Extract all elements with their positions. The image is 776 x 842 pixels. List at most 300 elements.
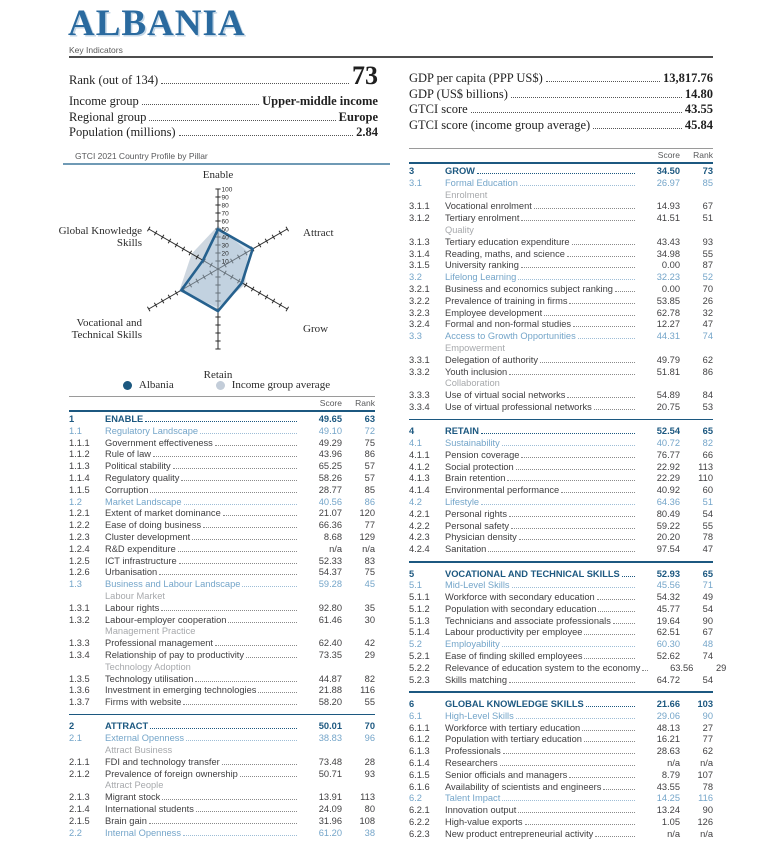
score-cell: 21.66: [656, 698, 680, 709]
row-label: Professional management: [105, 638, 214, 649]
row-number: 6.2.1: [409, 805, 430, 816]
score-cell: 21.07: [318, 508, 342, 519]
rank-cell: 83: [364, 555, 375, 566]
row-label: VOCATIONAL AND TECHNICAL SKILLS: [445, 568, 620, 579]
row-number: 1.1.1: [69, 437, 90, 448]
row-number: 1.2.3: [69, 531, 90, 542]
section-divider: [409, 561, 713, 563]
row-label: Tertiary education expenditure: [445, 236, 570, 247]
rank-cell: 57: [364, 472, 375, 483]
rank-cell: 116: [360, 685, 375, 696]
dotted-leader: [569, 777, 635, 778]
row-label: Relationship of pay to productivity: [105, 649, 245, 660]
dotted-leader: [511, 528, 635, 529]
row-label: Attract Business: [105, 745, 173, 756]
dotted-leader: [613, 623, 635, 624]
key-indicator-value: Europe: [338, 109, 378, 124]
score-cell: 97.54: [656, 544, 680, 555]
dotted-leader: [222, 764, 297, 765]
row-number: 1.1: [69, 425, 82, 436]
pillar-section-4: [409, 424, 713, 556]
rank-cell: 75: [364, 437, 375, 448]
score-cell: 52.54: [656, 426, 680, 437]
row-number: 5.2.1: [409, 651, 430, 662]
rank-cell: 72: [364, 425, 375, 436]
rank-cell: 86: [702, 366, 713, 377]
table-row: [69, 579, 375, 591]
row-label: Personal rights: [445, 508, 508, 519]
row-number: 1.1.3: [69, 461, 90, 472]
dotted-leader: [615, 291, 635, 292]
score-cell: 19.64: [656, 615, 680, 626]
table-row: [409, 462, 713, 474]
dotted-leader: [503, 753, 635, 754]
score-cell: 8.68: [323, 531, 342, 542]
dotted-leader: [481, 433, 635, 434]
dotted-leader: [159, 574, 297, 575]
score-cell: 22.92: [656, 461, 680, 472]
row-label: Employability: [445, 639, 500, 650]
score-cell: 28.63: [656, 746, 680, 757]
dotted-leader: [145, 421, 297, 422]
header-divider: [69, 56, 713, 58]
row-label: Delegation of authority: [445, 354, 539, 365]
score-cell: 29.06: [656, 710, 680, 721]
rank-cell: 52: [702, 272, 713, 283]
row-label: Ease of doing business: [105, 520, 202, 531]
row-number: 4.2.4: [409, 544, 430, 555]
rank-cell: 77: [702, 734, 713, 745]
row-label: High-value exports: [445, 816, 523, 827]
dotted-leader: [258, 692, 297, 693]
rank-cell: 27: [702, 722, 713, 733]
score-cell: 22.29: [656, 473, 680, 484]
table-row: [409, 651, 713, 663]
row-number: 3.3.3: [409, 390, 430, 401]
table-row: [409, 284, 713, 296]
row-label: Management Practice: [105, 626, 196, 637]
rank-cell: 55: [364, 697, 375, 708]
score-cell: 45.56: [656, 580, 680, 591]
rank-column-header: Rank: [355, 398, 375, 408]
row-label: Market Landscape: [105, 496, 182, 507]
pillar-row: [409, 426, 713, 438]
score-cell: 62.51: [656, 627, 680, 638]
section-divider: [409, 691, 713, 693]
row-label: Enrolment: [445, 189, 488, 200]
row-number: 3.3: [409, 331, 422, 342]
table-row: [69, 804, 375, 816]
row-label: Brain gain: [105, 815, 147, 826]
rank-cell: 67: [702, 627, 713, 638]
row-label: Innovation output: [445, 805, 517, 816]
dotted-leader: [509, 516, 635, 517]
rank-cell: 120: [359, 508, 375, 519]
dotted-leader: [584, 658, 635, 659]
row-label: High-Level Skills: [445, 710, 514, 721]
category-row: [409, 225, 713, 237]
table-row: [69, 532, 375, 544]
pillar-row: [69, 414, 375, 426]
score-cell: 21.88: [318, 685, 342, 696]
row-number: 1.3.7: [69, 697, 90, 708]
row-label: Use of virtual professional networks: [445, 401, 592, 412]
row-number: 1.3.4: [69, 649, 90, 660]
dotted-leader: [502, 646, 635, 647]
score-cell: n/a: [667, 828, 680, 839]
row-label: Tertiary enrolment: [445, 213, 520, 224]
rank-cell: 77: [364, 520, 375, 531]
category-row: [69, 591, 375, 603]
table-row: [409, 213, 713, 225]
score-cell: 32.23: [656, 272, 680, 283]
table-row: [409, 532, 713, 544]
rank-cell: 93: [364, 768, 375, 779]
row-number: 3.1.2: [409, 213, 430, 224]
legend-income-group-average: [216, 379, 330, 391]
table-row: [409, 272, 713, 284]
score-cell: 50.71: [318, 768, 342, 779]
radar-scale-label: 20: [221, 250, 229, 258]
row-label: Personal safety: [445, 520, 510, 531]
rank-cell: 73: [702, 166, 713, 176]
table-row: [69, 792, 375, 804]
table-row: [409, 260, 713, 272]
row-label: Business and economics subject ranking: [445, 283, 613, 294]
row-label: Skills matching: [445, 674, 508, 685]
dotted-leader: [567, 256, 635, 257]
category-row: [69, 745, 375, 757]
dotted-leader: [569, 303, 635, 304]
row-label: Pension coverage: [445, 449, 520, 460]
row-number: 2.1.3: [69, 792, 90, 803]
key-indicator-label: GTCI score: [409, 102, 468, 116]
key-indicator-value: 73: [352, 61, 378, 90]
dotted-leader: [518, 279, 635, 280]
dotted-leader: [183, 835, 297, 836]
score-cell: 62.40: [318, 638, 342, 649]
row-number: 4.1.2: [409, 461, 430, 472]
row-label: Prevalence of foreign ownership: [105, 768, 238, 779]
pillar-section-1: [69, 412, 375, 709]
row-label: University ranking: [445, 260, 519, 271]
score-cell: 34.50: [656, 166, 680, 176]
table-row: [69, 508, 375, 520]
table-row: [409, 438, 713, 450]
score-cell: 53.85: [656, 295, 680, 306]
rank-cell: 87: [702, 260, 713, 271]
row-label: Senior officials and managers: [445, 769, 568, 780]
score-cell: 40.56: [318, 496, 342, 507]
table-row: [409, 782, 713, 794]
dotted-leader: [598, 611, 635, 612]
row-number: 1.2.2: [69, 520, 90, 531]
table-row: [69, 816, 375, 828]
dotted-leader: [507, 480, 635, 481]
dotted-leader: [477, 173, 635, 174]
rank-cell: 85: [702, 177, 713, 188]
table-row: [409, 829, 713, 841]
dotted-leader: [502, 800, 635, 801]
rank-cell: 47: [702, 544, 713, 555]
score-cell: 80.49: [656, 508, 680, 519]
radar-scale-label: 10: [221, 258, 229, 266]
dotted-leader: [521, 220, 635, 221]
row-number: 6.2.2: [409, 816, 430, 827]
score-cell: 43.43: [656, 236, 680, 247]
score-cell: 40.92: [656, 485, 680, 496]
row-number: 3.1.4: [409, 248, 430, 259]
dotted-leader: [179, 135, 354, 136]
table-row: [409, 770, 713, 782]
row-label: GLOBAL KNOWLEDGE SKILLS: [445, 698, 584, 709]
radar-axis-label-attract: Attract: [303, 227, 334, 239]
dotted-leader: [594, 409, 635, 410]
score-cell: n/a: [667, 757, 680, 768]
row-label: Formal Education: [445, 177, 518, 188]
key-indicator-label: GDP (US$ billions): [409, 86, 508, 101]
rank-cell: 93: [702, 236, 713, 247]
rank-cell: 96: [364, 733, 375, 744]
row-label: Labour rights: [105, 602, 160, 613]
row-label: Migrant stock: [105, 792, 161, 803]
table-row: [69, 674, 375, 686]
rank-cell: 113: [360, 792, 375, 803]
rank-cell: n/a: [700, 757, 713, 768]
row-number: 1.3.6: [69, 685, 90, 696]
score-cell: 52.62: [656, 651, 680, 662]
row-label: Talent Impact: [445, 793, 501, 804]
row-number: 3.1: [409, 177, 422, 188]
table-row: [69, 638, 375, 650]
row-number: 1.2.1: [69, 508, 90, 519]
row-label: Sanitation: [445, 544, 487, 555]
radar-scale-label: 90: [221, 194, 229, 202]
row-label: Lifelong Learning: [445, 272, 517, 283]
row-label: Workforce with tertiary education: [445, 722, 581, 733]
dotted-leader: [178, 551, 297, 552]
rank-cell: 35: [364, 602, 375, 613]
table-row: [409, 331, 713, 343]
table-row: [69, 438, 375, 450]
radar-axis-label-vocational-technical-skills: Vocational and Technical Skills: [71, 317, 142, 341]
score-cell: 61.46: [318, 614, 342, 625]
row-number: 5.1.4: [409, 627, 430, 638]
section-divider: [409, 419, 713, 421]
row-number: 5: [409, 568, 415, 579]
dotted-leader: [242, 586, 297, 587]
score-cell: 43.96: [318, 449, 342, 460]
rank-cell: 107: [697, 769, 713, 780]
row-number: 3.3.1: [409, 354, 430, 365]
row-number: 1.3.3: [69, 638, 90, 649]
row-label: Use of virtual social networks: [445, 390, 566, 401]
dotted-leader: [153, 456, 297, 457]
rank-cell: 62: [702, 746, 713, 757]
score-cell: 49.79: [656, 354, 680, 365]
dotted-leader: [567, 397, 635, 398]
rank-cell: 80: [364, 804, 375, 814]
category-row: [409, 190, 713, 202]
table-row: [409, 509, 713, 521]
row-number: 5.1: [409, 580, 422, 591]
table-row: [69, 426, 375, 438]
table-row: [409, 485, 713, 497]
row-number: 3: [409, 166, 415, 176]
table-row: [409, 639, 713, 651]
row-label: Population with tertiary education: [445, 734, 582, 745]
rank-cell: 74: [702, 651, 713, 662]
rank-cell: 47: [702, 319, 713, 330]
row-number: 1.1.2: [69, 449, 90, 460]
row-number: 5.1.3: [409, 615, 430, 626]
score-cell: 58.26: [318, 472, 342, 483]
row-label: Availability of scientists and engineers: [445, 781, 602, 792]
dotted-leader: [183, 704, 297, 705]
dotted-leader: [603, 789, 635, 790]
score-cell: 58.20: [318, 697, 342, 708]
table-row: [409, 497, 713, 509]
pillar-row: [409, 166, 713, 178]
row-label: External Openness: [105, 733, 185, 744]
table-row: [69, 497, 375, 509]
rank-cell: 60: [702, 485, 713, 496]
score-cell: 20.20: [656, 532, 680, 543]
row-label: Reading, maths, and science: [445, 248, 565, 259]
table-row: [69, 769, 375, 781]
table-row: [409, 296, 713, 308]
table-row: [409, 817, 713, 829]
table-row: [409, 746, 713, 758]
dotted-leader: [161, 83, 349, 84]
table-row: [409, 473, 713, 485]
table-column-right: [409, 148, 727, 841]
row-number: 3.1.3: [409, 236, 430, 247]
row-label: Technicians and associate professionals: [445, 615, 611, 626]
row-label: Regulatory quality: [105, 472, 180, 483]
row-label: Vocational enrolment: [445, 201, 532, 212]
score-cell: 13.91: [318, 792, 342, 803]
rank-cell: 53: [702, 401, 713, 412]
rank-cell: 71: [702, 580, 713, 591]
row-number: 2.1.5: [69, 815, 90, 826]
rank-cell: 28: [364, 756, 375, 767]
table-row: [69, 556, 375, 568]
radar-scale-label: 40: [221, 234, 229, 242]
rank-cell: 48: [702, 639, 713, 650]
table-row: [69, 567, 375, 579]
table-row: [409, 402, 713, 414]
table-row: [409, 237, 713, 249]
albania-series-dot-icon: [123, 381, 132, 390]
row-number: 6.2.3: [409, 828, 430, 839]
row-number: 6.1.4: [409, 757, 430, 768]
income-average-series-dot-icon: [216, 381, 225, 390]
score-column-header: Score: [657, 150, 680, 160]
rank-cell: 70: [364, 721, 375, 732]
score-cell: 64.72: [656, 674, 680, 685]
key-indicator-value: 2.84: [356, 125, 378, 139]
key-indicators-left: [69, 62, 378, 141]
rank-cell: 82: [702, 438, 713, 449]
row-number: 4.2.2: [409, 520, 430, 531]
rank-cell: 55: [702, 248, 713, 259]
row-label: Corruption: [105, 484, 149, 495]
row-label: Extent of market dominance: [105, 508, 221, 519]
row-number: 4.2.1: [409, 508, 430, 519]
score-cell: 64.36: [656, 497, 680, 508]
dotted-leader: [544, 315, 635, 316]
rank-cell: 90: [702, 615, 713, 626]
table-row: [69, 828, 375, 840]
row-number: 2: [69, 721, 75, 732]
section-divider: [69, 714, 375, 716]
rank-cell: 113: [698, 461, 713, 472]
score-cell: 34.98: [656, 248, 680, 259]
table-row: [69, 461, 375, 473]
dotted-leader: [246, 657, 297, 658]
rank-cell: 129: [359, 531, 375, 542]
category-row: [409, 378, 713, 390]
row-number: 1.1.4: [69, 472, 90, 483]
score-cell: 49.10: [318, 425, 342, 436]
row-number: 1.3.5: [69, 673, 90, 684]
key-indicator-row: [69, 62, 378, 94]
dotted-leader: [573, 326, 635, 327]
score-cell: 40.72: [656, 438, 680, 449]
dotted-leader: [215, 445, 297, 446]
row-label: Firms with website: [105, 697, 182, 708]
rank-cell: 63: [364, 414, 375, 424]
rank-cell: 65: [702, 568, 713, 579]
row-number: 2.1: [69, 733, 82, 744]
dotted-leader: [203, 527, 297, 528]
radar-scale-label: 60: [221, 218, 229, 226]
pillar-section-6: [409, 697, 713, 841]
table-row: [409, 390, 713, 402]
score-cell: 38.83: [318, 733, 342, 744]
dotted-leader: [215, 645, 297, 646]
row-number: 2.2: [69, 827, 82, 838]
row-number: 1.2.5: [69, 555, 90, 566]
rank-cell: 54: [702, 508, 713, 519]
row-number: 4.1.4: [409, 485, 430, 496]
dotted-leader: [481, 504, 635, 505]
score-cell: 44.31: [656, 331, 680, 342]
row-number: 2.1.1: [69, 756, 90, 767]
score-cell: 1.05: [661, 816, 680, 827]
score-cell: 51.81: [656, 366, 680, 377]
table-row: [69, 603, 375, 615]
dotted-leader: [149, 120, 335, 121]
dotted-leader: [195, 681, 297, 682]
key-indicator-value: Upper-middle income: [262, 94, 378, 108]
row-number: 1.3: [69, 579, 82, 590]
score-cell: 65.25: [318, 461, 342, 472]
radar-axis-label-global-knowledge-skills: Global Knowledge Skills: [58, 225, 142, 249]
row-label: Employee development: [445, 307, 543, 318]
legend-albania: [123, 379, 174, 391]
table-row: [409, 178, 713, 190]
row-number: 3.2.2: [409, 295, 430, 306]
table-row: [69, 520, 375, 532]
row-number: 6.1.6: [409, 781, 430, 792]
dotted-leader: [516, 469, 635, 470]
row-label: Quality: [445, 224, 474, 235]
row-number: 4.2.3: [409, 532, 430, 543]
key-indicator-label: GDP per capita (PPP US$): [409, 71, 543, 85]
key-indicator-row: [409, 87, 713, 103]
